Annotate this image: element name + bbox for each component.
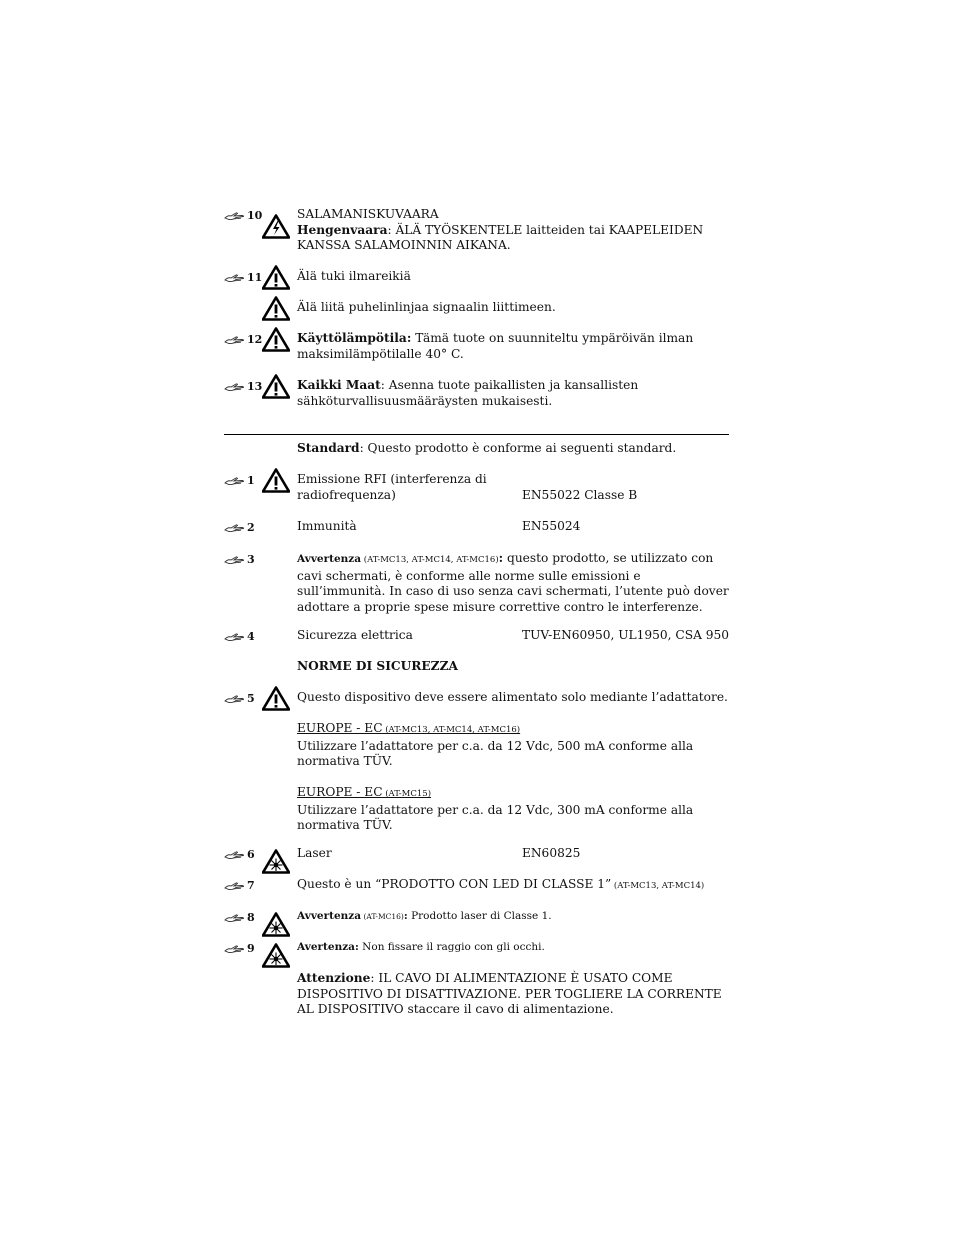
pointing-hand-icon — [224, 555, 246, 565]
model-list: (AT-MC13, AT-MC14, AT-MC16) — [361, 555, 499, 565]
pointing-hand-icon — [224, 694, 246, 704]
body-text: Utilizzare l’adattatore per c.a. da 12 Vdc, 500 mA conforme alla normativa TÜV. — [297, 738, 694, 768]
eu-heading — [297, 785, 729, 803]
bold-label: Avvertenza — [297, 553, 362, 565]
item-number: 11 — [247, 271, 263, 284]
item-text: Älä tuki ilmareikiä — [297, 269, 411, 283]
lightning-warning-icon — [262, 214, 290, 239]
item-value: TUV-EN60950, UL1950, CSA 950 — [522, 628, 730, 642]
bold-label: Avvertenza — [297, 910, 362, 922]
colon: : — [403, 910, 408, 922]
item-value: EN55022 Classe B — [522, 487, 638, 502]
item-text — [297, 331, 729, 362]
item-text — [297, 378, 729, 409]
pointing-hand-icon — [224, 335, 246, 345]
item-label: Laser — [297, 846, 332, 860]
warning-icon — [262, 265, 290, 290]
body-text: Non fissare il raggio con gli occhi. — [358, 941, 545, 953]
bold-label: Kaikki Maat — [297, 378, 381, 392]
item-text: Älä liitä puhelinlinjaa signaalin liittimeen. — [297, 300, 556, 314]
item-text — [297, 441, 729, 457]
bold-label: Hengenvaara — [297, 222, 388, 237]
pointing-hand-icon — [224, 881, 246, 891]
item-value: EN60825 — [522, 846, 581, 860]
label-line: Emissione RFI (interferenza di — [297, 472, 487, 486]
model-list: (AT-MC15) — [382, 789, 432, 799]
body-text: Utilizzare l’adattatore per c.a. da 12 Vdc, 300 mA conforme alla normativa TÜV. — [297, 802, 694, 832]
item-value: EN55024 — [522, 519, 581, 533]
pointing-hand-icon — [224, 476, 246, 486]
body-text: Prodotto laser di Classe 1. — [407, 910, 552, 922]
item-number: 4 — [247, 630, 255, 643]
item-text — [297, 909, 729, 925]
pointing-hand-icon — [224, 850, 246, 860]
item-number: 8 — [247, 911, 255, 924]
body-text: : Questo prodotto è conforme ai seguenti standard. — [359, 441, 677, 455]
item-number: 6 — [247, 848, 255, 861]
body-text: Tämä tuote on suunniteltu ympäröivän ilman maksimilämpötilalle 40° C. — [297, 331, 694, 361]
bold-label: Käyttölämpötila: — [297, 331, 412, 345]
bold-label: Avertenza: — [297, 941, 359, 953]
label-line: radiofrequenza) — [297, 487, 396, 502]
item-body — [297, 223, 729, 254]
pointing-hand-icon — [224, 382, 246, 392]
item-text — [297, 551, 729, 615]
item-text — [297, 690, 729, 834]
warning-icon — [262, 296, 290, 321]
body-text: questo prodotto, se utilizzato con cavi schermati, è conforme alle norme sulle emissioni e sull’immunità. In caso di uso senza cavi schermati, l’utente può dover adottare a proprie spese misure correttive contro le interferenze. — [297, 551, 729, 614]
item-text — [297, 971, 729, 1018]
section-divider — [224, 434, 729, 435]
item-number: 9 — [247, 942, 255, 955]
body-text: : Asenna tuote paikallisten ja kansallisten sähköturvallisuusmääräysten mukaisesti. — [297, 378, 639, 408]
eu-heading — [297, 721, 729, 739]
item-label: Sicurezza elettrica — [297, 628, 413, 642]
item-number: 12 — [247, 333, 263, 346]
item-number: 13 — [247, 380, 263, 393]
warning-icon — [262, 327, 290, 352]
item-title: SALAMANISKUVAARA — [297, 207, 439, 221]
pointing-hand-icon — [224, 273, 246, 283]
body-text: Questo dispositivo deve essere alimentato solo mediante l’adattatore. — [297, 690, 728, 704]
model-list: (AT-MC13, AT-MC14) — [611, 881, 705, 891]
warning-icon — [262, 686, 290, 711]
body-text: : ÄLÄ TYÖSKENTELE laitteiden tai KAAPELEIDEN KANSSA SALAMOINNIN AIKANA. — [297, 222, 704, 252]
item-number: 5 — [247, 692, 255, 705]
item-number: 1 — [247, 474, 255, 487]
pointing-hand-icon — [224, 913, 246, 923]
colon: : — [498, 551, 504, 565]
item-text — [297, 940, 729, 956]
warning-icon — [262, 468, 290, 493]
laser-warning-icon — [262, 912, 290, 937]
model-list: (AT-MC13, AT-MC14, AT-MC16) — [382, 725, 521, 735]
model-list: (AT-MC16) — [361, 912, 404, 921]
item-number: 7 — [247, 879, 255, 892]
bold-label: Standard — [297, 441, 360, 455]
item-label: Immunità — [297, 519, 357, 533]
pointing-hand-icon — [224, 523, 246, 533]
laser-warning-icon — [262, 849, 290, 874]
item-label — [297, 472, 517, 503]
pointing-hand-icon — [224, 632, 246, 642]
pointing-hand-icon — [224, 944, 246, 954]
item-number: 2 — [247, 521, 255, 534]
pointing-hand-icon — [224, 211, 246, 221]
body-text: : IL CAVO DI ALIMENTAZIONE È USATO COME DISPOSITIVO DI DISATTIVAZIONE. PER TOGLIERE LA CORRENTE AL DISPOSITIVO staccare il cavo di alimentazione. — [297, 971, 722, 1016]
warning-icon — [262, 374, 290, 399]
item-text — [297, 207, 729, 254]
item-number: 10 — [247, 209, 263, 222]
laser-warning-icon — [262, 943, 290, 968]
eu-label: EUROPE - EC — [297, 785, 383, 799]
item-text — [297, 877, 729, 895]
item-number: 3 — [247, 553, 255, 566]
body-text: Questo è un “PRODOTTO CON LED DI CLASSE 1” — [297, 877, 612, 891]
eu-label: EUROPE - EC — [297, 721, 383, 735]
bold-label: Attenzione — [297, 971, 371, 985]
section-heading: NORME DI SICUREZZA — [297, 659, 458, 673]
